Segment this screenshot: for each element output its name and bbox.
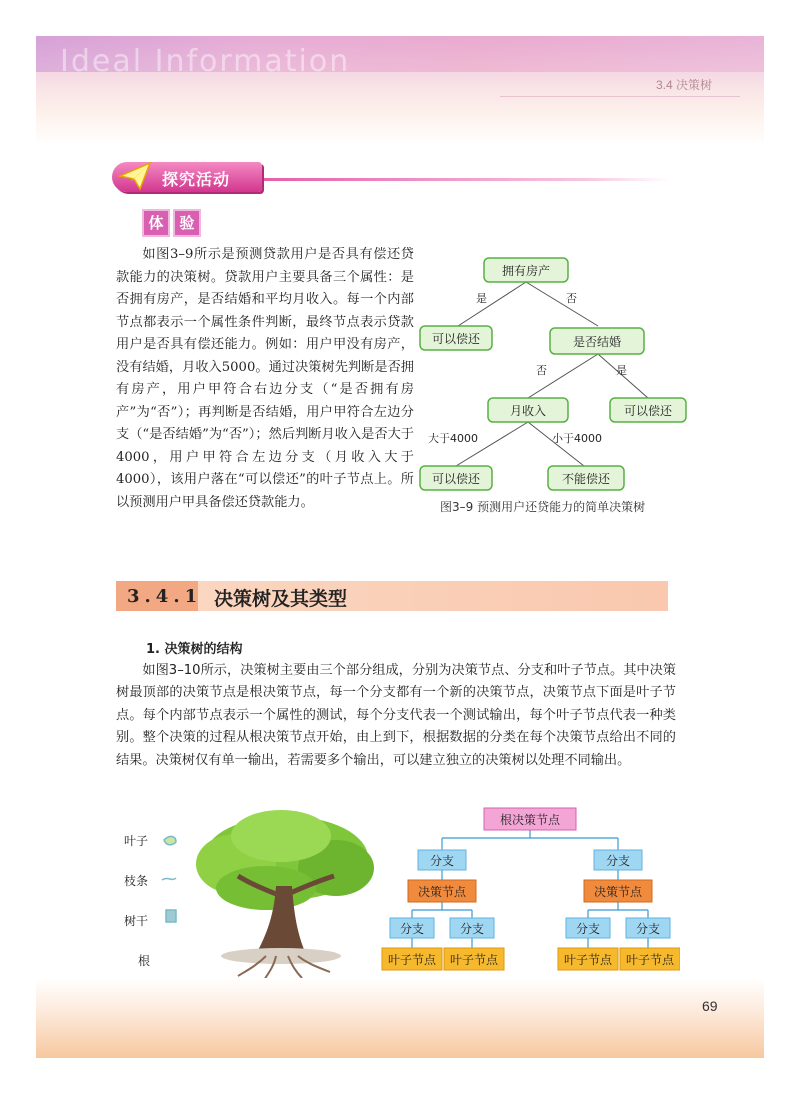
decision-node-label: 决策节点: [593, 885, 643, 899]
tree-illustration: [116, 806, 386, 982]
leaf-node-label: 叶子节点: [387, 953, 437, 967]
header-decoration: Ideal Information: [60, 44, 351, 79]
branch-node-label: 分支: [459, 922, 485, 936]
branch-node-label: 分支: [605, 854, 631, 868]
tree-ground: [221, 948, 341, 964]
edge-label-low-income: 小于4000: [552, 432, 602, 445]
edge-label-yes: 是: [616, 364, 627, 377]
paper-plane-icon: [118, 160, 152, 192]
experience-tag-char: 验: [173, 209, 201, 237]
tree-label-leaf: 叶子: [124, 834, 149, 848]
edge-label-no: 否: [566, 292, 577, 305]
intro-paragraph: 如图3–9所示是预测贷款用户是否具有偿还贷款能力的决策树。贷款用户主要具备三个属性：是否拥有房产，是否结婚和平均月收入。每一个内部节点都表示一个属性条件判断，最终节点表示贷款用户是否具有偿还能力。例如：用户甲没有房产，没有结婚，月收入5000。通过决策树先判断是否拥有房产，用户甲符合右边分支（“是否拥有房产”为“否”）；再判断是否结婚，用户甲符合左边分支（“是否结婚”为“否”）；然后判断月收入是否大于4000，用户甲符合左边分支（月收入大于 4000），该用户落在“可以偿还”的叶子节点上。所以预测用户甲具备偿还贷款能力。: [116, 247, 414, 510]
decision-tree-structure-diagram: [380, 806, 680, 982]
subsection-heading: 1. 决策树的结构: [146, 642, 243, 657]
activity-title: 探究活动: [162, 170, 231, 189]
experience-tag: [142, 209, 201, 237]
footer-band: [36, 978, 764, 1058]
node-can-repay-2-label: 可以偿还: [623, 404, 673, 418]
leaf-node-label: 叶子节点: [625, 953, 675, 967]
section-number: 3.4.1: [127, 586, 203, 607]
figure-3-9-decision-tree: [416, 252, 696, 512]
node-can-repay-3-label: 可以偿还: [431, 472, 481, 486]
edge-label-high-income: 大于4000: [428, 432, 478, 445]
branch-node-label: 分支: [635, 922, 661, 936]
page-number: 69: [702, 998, 718, 1014]
leaf-node-label: 叶子节点: [449, 953, 499, 967]
figure-3-9-caption: 图3–9 预测用户还贷能力的简单决策树: [440, 500, 646, 514]
tree-pointer-icons: [162, 836, 176, 922]
node-own-house-label: 拥有房产: [501, 264, 551, 278]
tree-label-root: 根: [138, 954, 151, 968]
tree-label-trunk: 树干: [124, 914, 149, 928]
node-income-label: 月收入: [509, 404, 547, 418]
header-section-label: 3.4 决策树: [656, 78, 713, 92]
node-married-label: 是否结婚: [572, 335, 622, 349]
header-rule: [500, 96, 740, 97]
body-paragraph: 如图3–10所示，决策树主要由三个部分组成，分别为决策节点、分支和叶子节点。其中决策树最顶部的决策节点是根决策节点，每一个分支都有一个新的决策节点，决策节点下面是叶子节点。每个内部节点表示一个属性的测试，每个分支代表一个测试输出，每个叶子节点代表一种类别。整个决策的过程从根决策节点开始，由上到下，根据数据的分类在每个决策节点给出不同的结果。决策树仅有单一输出，若需要多个输出，可以建立独立的决策树以处理不同输出。: [116, 663, 676, 768]
edge-label-no: 否: [536, 364, 547, 377]
experience-tag-char: 体: [142, 209, 170, 237]
activity-underline: [250, 178, 670, 181]
branch-node-label: 分支: [429, 854, 455, 868]
node-cannot-repay-label: 不能偿还: [561, 472, 611, 486]
tree-label-branch: 枝条: [124, 874, 149, 888]
edge-label-yes: 是: [476, 292, 487, 305]
decision-node-label: 决策节点: [417, 885, 467, 899]
branch-node-label: 分支: [575, 922, 601, 936]
node-can-repay-1-label: 可以偿还: [431, 332, 481, 346]
leaf-node-label: 叶子节点: [563, 953, 613, 967]
branch-node-label: 分支: [399, 922, 425, 936]
root-decision-node-label: 根决策节点: [499, 813, 561, 827]
section-title: 决策树及其类型: [214, 588, 348, 610]
